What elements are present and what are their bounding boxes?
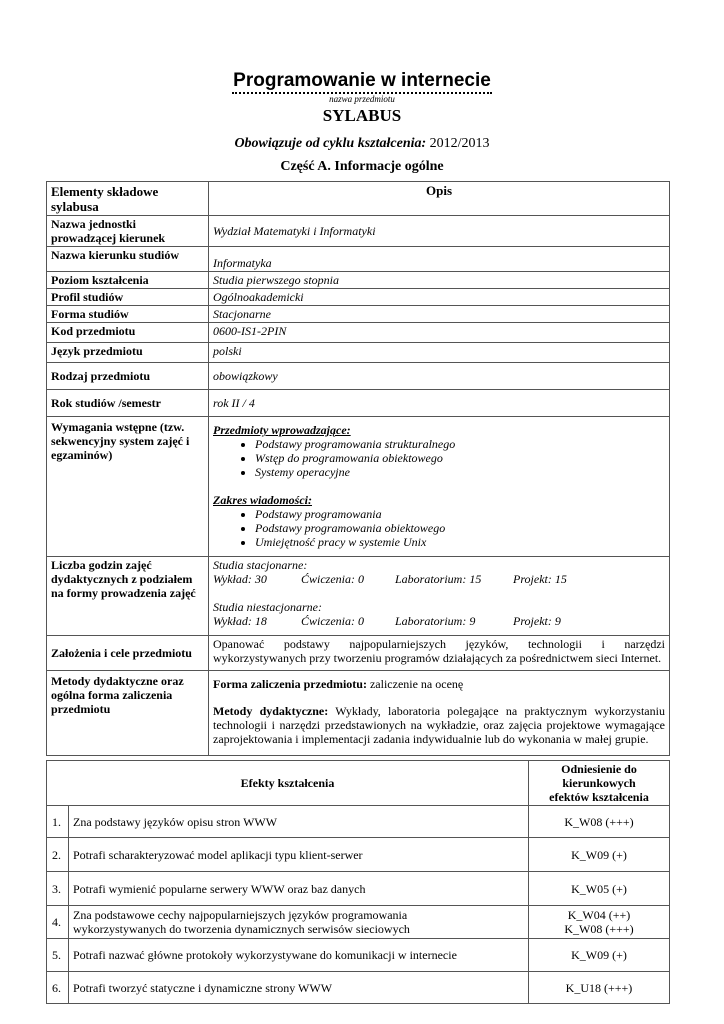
methods-heading: Metody dydaktyczne: (213, 704, 329, 718)
table-row (47, 939, 670, 972)
methods-label: Metody dydaktyczne oraz ogólna forma zaliczenia przedmiotu (47, 671, 209, 756)
reference-header-line: Odniesienie do kierunkowych (561, 762, 637, 790)
assessment-form (213, 677, 665, 691)
prereq-cell (209, 417, 670, 557)
learning-outcomes-table (46, 760, 670, 1004)
list-item: • Podstawy programowania strukturalnego (255, 437, 665, 451)
lab-hours: Laboratorium: 9 (395, 614, 476, 628)
goals-line: Opanować podstawy najpopularniejszych języków, technologii i narzędzi (213, 637, 665, 651)
intro-subjects-list (213, 437, 665, 479)
subject-title: Programowanie w internecie (232, 70, 492, 94)
methods-line: zaprojektowania i implementacji zadania indywidualnie lub do wykonania w małej grupie. (213, 732, 649, 746)
outcome-text: Potrafi scharakteryzować model aplikacji typu klient-serwer (69, 838, 529, 872)
part-heading: Część A. Informacje ogólne (280, 159, 444, 174)
syllabus-title: SYLABUS (322, 106, 402, 125)
list-item: • Systemy operacyjne (255, 465, 665, 479)
outcome-number: 4. (47, 906, 69, 939)
outcome-reference: K_W05 (+) (529, 872, 670, 906)
hours-cell (209, 557, 670, 636)
row-value: Informatyka (209, 247, 670, 272)
table-row (47, 872, 670, 906)
col-elements-header: Elementy składowe sylabusa (47, 182, 209, 216)
row-label: Nazwa jednostki prowadzącej kierunek (47, 216, 209, 247)
assessment-form-label: Forma zaliczenia przedmiotu: (213, 677, 367, 691)
methods-line (213, 704, 665, 718)
row-label: Poziom kształcenia (47, 272, 209, 289)
outcome-text-cell (69, 906, 529, 939)
lecture-hours: Wykład: 18 (213, 614, 267, 628)
table-row (47, 806, 670, 838)
project-hours: Projekt: 9 (513, 614, 561, 628)
methods-text: Wykłady, laboratoria polegające na praktycznym wykorzystaniu (335, 704, 665, 718)
outcome-text: Zna podstawowe cechy najpopularniejszych języków programowania (73, 908, 408, 922)
outcome-reference-cell (529, 906, 670, 939)
cycle-value: 2012/2013 (429, 136, 490, 151)
row-value: polski (209, 343, 670, 363)
row-label: Rodzaj przedmiotu (47, 363, 209, 390)
goals-line: wykorzystywanych przy tworzeniu programów działających za pośrednictwem sieci Internet. (213, 651, 662, 665)
lecture-hours: Wykład: 30 (213, 572, 267, 586)
list-item: • Umiejętność pracy w systemie Unix (255, 535, 665, 549)
outcome-reference: K_W08 (+++) (564, 922, 634, 936)
outcome-reference: K_U18 (+++) (529, 972, 670, 1004)
row-value: 0600-IS1-2PIN (209, 323, 670, 343)
row-label: Nazwa kierunku studiów (47, 247, 209, 272)
general-info-table (46, 181, 670, 756)
outcome-reference: K_W09 (+) (529, 838, 670, 872)
outcome-reference: K_W08 (+++) (529, 806, 670, 838)
list-item: • Podstawy programowania obiektowego (255, 521, 665, 535)
table-row (47, 838, 670, 872)
list-item: • Wstęp do programowania obiektowego (255, 451, 665, 465)
outcome-number: 6. (47, 972, 69, 1004)
goals-label: Założenia i cele przedmiotu (47, 636, 209, 671)
row-value: Wydział Matematyki i Informatyki (209, 216, 670, 247)
row-value: obowiązkowy (209, 363, 670, 390)
table-row (47, 906, 670, 939)
row-value: Stacjonarne (209, 306, 670, 323)
cycle-label: Obowiązuje od cyklu kształcenia: (234, 136, 427, 151)
row-label: Język przedmiotu (47, 343, 209, 363)
row-label: Profil studiów (47, 289, 209, 306)
knowledge-list (213, 507, 665, 549)
outcome-text: Potrafi nazwać główne protokoły wykorzystywane do komunikacji w internecie (69, 939, 529, 972)
document-header (0, 70, 724, 176)
intro-subjects-heading: Przedmioty wprowadzające: (213, 423, 351, 437)
outcome-number: 3. (47, 872, 69, 906)
methods-cell (209, 671, 670, 756)
outcome-number: 1. (47, 806, 69, 838)
row-value: rok II / 4 (209, 390, 670, 417)
list-item: • Podstawy programowania (255, 507, 665, 521)
col-description-header: Opis (209, 182, 670, 216)
row-label: Kod przedmiotu (47, 323, 209, 343)
stationary-heading: Studia stacjonarne: (213, 558, 308, 572)
outcome-text: Potrafi wymienić popularne serwery WWW oraz baz danych (69, 872, 529, 906)
col-reference-header (529, 761, 670, 806)
stationary-hours (213, 572, 665, 586)
hours-label: Liczba godzin zajęć dydaktycznych z podziałem na formy prowadzenia zajęć (47, 557, 209, 636)
exercise-hours: Ćwiczenia: 0 (301, 572, 364, 586)
table-row (47, 972, 670, 1004)
row-label: Forma studiów (47, 306, 209, 323)
outcome-reference: K_W09 (+) (529, 939, 670, 972)
outcome-text: wykorzystywanych do tworzenia dynamicznych serwisów sieciowych (73, 922, 410, 936)
row-value: Studia pierwszego stopnia (209, 272, 670, 289)
outcome-number: 5. (47, 939, 69, 972)
extramural-heading: Studia niestacjonarne: (213, 600, 322, 614)
extramural-hours (213, 614, 665, 628)
outcome-number: 2. (47, 838, 69, 872)
outcome-text: Potrafi tworzyć statyczne i dynamiczne strony WWW (69, 972, 529, 1004)
knowledge-heading: Zakres wiadomości: (213, 493, 312, 507)
project-hours: Projekt: 15 (513, 572, 567, 586)
col-effects-header: Efekty kształcenia (47, 761, 529, 806)
lab-hours: Laboratorium: 15 (395, 572, 482, 586)
outcome-text: Zna podstawy języków opisu stron WWW (69, 806, 529, 838)
methods-line: technologii i narzędzi przedstawionych na wykładzie, oraz zajęcia projektowe wymagające (213, 718, 665, 732)
cycle-line (0, 135, 724, 153)
reference-header-line: efektów kształcenia (549, 790, 649, 804)
outcome-reference: K_W04 (++) (567, 908, 631, 922)
goals-cell (209, 636, 670, 671)
subject-caption: nazwa przedmiotu (329, 94, 395, 104)
prereq-label: Wymagania wstępne (tzw. sekwencyjny system zajęć i egzaminów) (47, 417, 209, 557)
row-label: Rok studiów /semestr (47, 390, 209, 417)
assessment-form-value: zaliczenie na ocenę (369, 677, 464, 691)
row-value: Ogólnoakademicki (209, 289, 670, 306)
exercise-hours: Ćwiczenia: 0 (301, 614, 364, 628)
